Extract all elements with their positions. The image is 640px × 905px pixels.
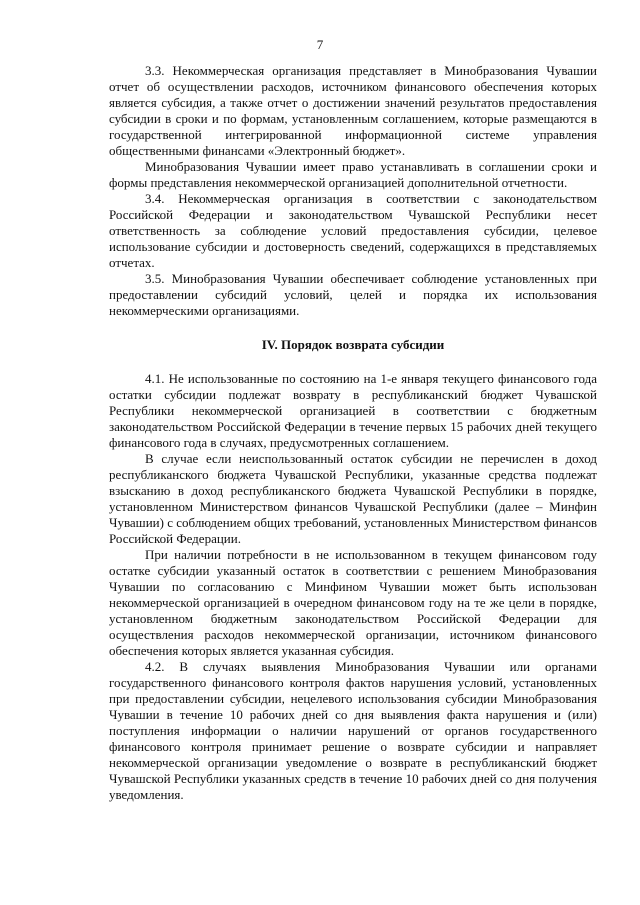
paragraph-reporting-terms: Минобразования Чувашии имеет право устанавливать в соглашении сроки и формы представления некоммерческой организацией дополнительной отчетности. [109, 159, 597, 190]
paragraph-4-2: 4.2. В случаях выявления Минобразования Чувашии или органами государственного финансового контроля фактов нарушения условий, установленных при предоставлении субсидии, нецелевого использования субсидии Минобразования Чувашии в течение 10 рабочих дней со дня выявления факта нарушения и (или) поступления информации о наличии нарушений от органов государственного финансового контроля принимает решение о возврате субсидии и направляет некоммерческой организации уведомление о возврате в республиканский бюджет Чувашской Республики указанных средств в течение 10 рабочих дней со дня получения уведомления. [109, 659, 597, 802]
document-body [109, 63, 597, 803]
paragraph-balance-use: При наличии потребности в не использованном в текущем финансовом году остатке субсидии указанный остаток в соответствии с решением Минобразования Чувашии по согласованию с Минфином Чувашии может быть использован некоммерческой организацией в очередном финансовом году на те же цели в порядке, установленном бюджетным законодательством Российской Федерации для осуществления расходов некоммерческой организации, источником финансового обеспечения которых является указанная субсидия. [109, 547, 597, 658]
paragraph-3-3: 3.3. Некоммерческая организация представляет в Минобразования Чувашии отчет об осуществлении расходов, источником финансового обеспечения которых является субсидия, а также отчет о достижении значений результатов предоставления субсидии в сроки и по формам, установленным соглашением, которые размещаются в государственной интегрированной информационной системе управления общественными финансами «Электронный бюджет». [109, 63, 597, 158]
page-number: 7 [316, 37, 324, 52]
paragraph-3-5: 3.5. Минобразования Чувашии обеспечивает соблюдение установленных при предоставлении субсидий условий, целей и порядка их использования некоммерческими организациями. [109, 271, 597, 318]
section-heading: IV. Порядок возврата субсидии [261, 337, 445, 352]
paragraph-3-4: 3.4. Некоммерческая организация в соответствии с законодательством Российской Федерации и законодательством Чувашской Республики несет ответственность за соблюдение условий предоставления субсидии, целевое использование субсидии и достоверность сведений, содержащихся в представляемых отчетах. [109, 191, 597, 270]
paragraph-4-1: 4.1. Не использованные по состоянию на 1-е января текущего финансового года остатки субсидии подлежат возврату в республиканский бюджет Чувашской Республики некоммерческой организацией в соответствии с бюджетным законодательством Российской Федерации в течение первых 15 рабочих дней текущего финансового года в случаях, предусмотренных соглашением. [109, 371, 597, 450]
paragraph-unused-balance: В случае если неиспользованный остаток субсидии не перечислен в доход республиканского бюджета Чувашской Республики, указанные средства подлежат взысканию в доход республиканского бюджета Чувашской Республики в порядке, установленном Министерством финансов Чувашской Республики (далее – Минфин Чувашии) с соблюдением общих требований, установленных Министерством финансов Российской Федерации. [109, 451, 597, 546]
